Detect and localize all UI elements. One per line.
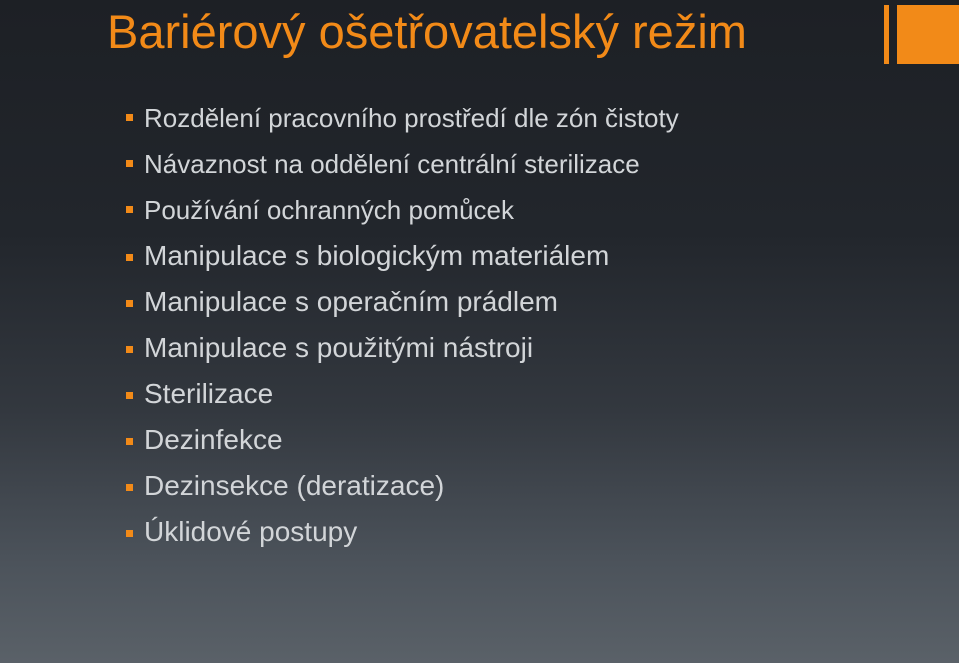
bullet-text: Dezinsekce (deratizace) bbox=[144, 470, 445, 501]
corner-bar-thick bbox=[897, 5, 959, 64]
bullet-text: Používání ochranných pomůcek bbox=[144, 195, 514, 225]
bullet-item bbox=[126, 187, 679, 233]
bullet-text: Sterilizace bbox=[144, 378, 274, 409]
square-bullet-icon bbox=[126, 530, 133, 537]
square-bullet-icon bbox=[126, 484, 133, 491]
slide-title: Bariérový ošetřovatelský režim bbox=[107, 5, 747, 58]
bullet-text: Rozdělení pracovního prostředí dle zón čistoty bbox=[144, 103, 679, 133]
bullet-item bbox=[126, 233, 679, 279]
bullet-item bbox=[126, 371, 679, 417]
square-bullet-icon bbox=[126, 254, 133, 261]
square-bullet-icon bbox=[126, 206, 133, 213]
square-bullet-icon bbox=[126, 114, 133, 121]
bullet-item bbox=[126, 141, 679, 187]
bullet-item bbox=[126, 325, 679, 371]
bullet-text: Manipulace s biologickým materiálem bbox=[144, 240, 610, 271]
bullet-text: Návaznost na oddělení centrální sterilizace bbox=[144, 149, 640, 179]
bullet-item bbox=[126, 417, 679, 463]
bullet-text: Dezinfekce bbox=[144, 424, 283, 455]
square-bullet-icon bbox=[126, 392, 133, 399]
bullet-item bbox=[126, 279, 679, 325]
corner-bar-thin bbox=[884, 5, 889, 64]
square-bullet-icon bbox=[126, 300, 133, 307]
square-bullet-icon bbox=[126, 160, 133, 167]
bullet-item bbox=[126, 509, 679, 555]
square-bullet-icon bbox=[126, 346, 133, 353]
corner-decoration bbox=[884, 5, 959, 64]
bullet-item bbox=[126, 463, 679, 509]
bullet-list bbox=[126, 95, 679, 555]
bullet-item bbox=[126, 95, 679, 141]
bullet-text: Úklidové postupy bbox=[144, 516, 358, 547]
bullet-text: Manipulace s operačním prádlem bbox=[144, 286, 558, 317]
bullet-text: Manipulace s použitými nástroji bbox=[144, 332, 534, 363]
square-bullet-icon bbox=[126, 438, 133, 445]
